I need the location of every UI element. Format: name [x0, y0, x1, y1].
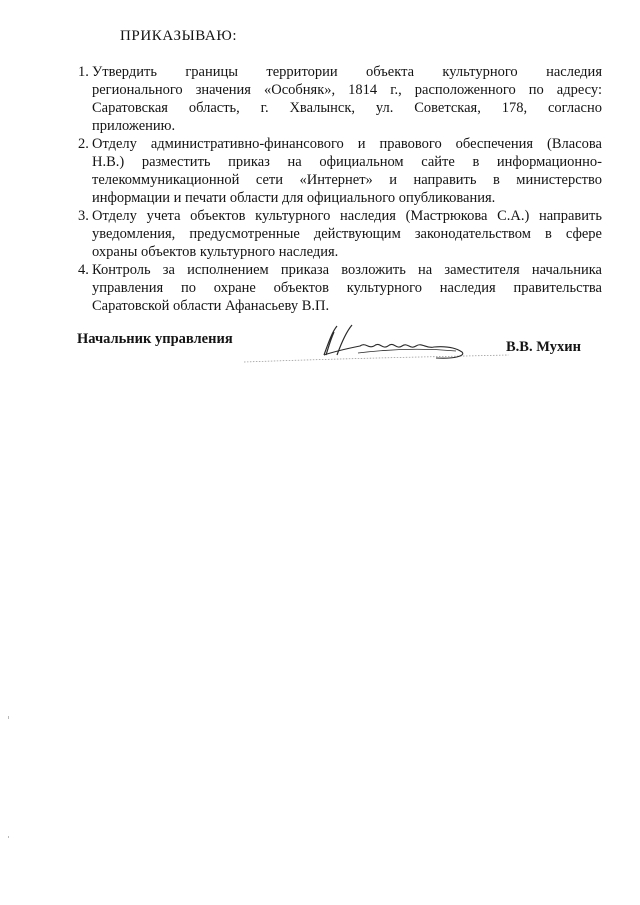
handwritten-signature — [240, 318, 510, 368]
item-line: телекоммуникационной сети «Интернет» и направить в министерство — [92, 172, 602, 188]
item-line: Утвердить границы территории объекта культурного наследия — [92, 64, 602, 80]
signatory-name: В.В. Мухин — [506, 339, 581, 355]
item-line: Н.В.) разместить приказ на официальном сайте в информационно- — [92, 154, 602, 170]
item-number: 2. — [78, 136, 89, 152]
item-line: Отделу административно-финансового и правового обеспечения (Власова — [92, 136, 602, 152]
signatory-title: Начальник управления — [77, 331, 233, 347]
item-line: уведомления, предусмотренные действующим законодательством в сфере — [92, 226, 602, 242]
item-number: 1. — [78, 64, 89, 80]
scan-speck — [8, 836, 9, 838]
order-item-2 — [78, 135, 602, 207]
item-line: Отделу учета объектов культурного наследия (Мастрюкова С.А.) направить — [92, 208, 602, 224]
item-line: информации и печати области для официального опубликования. — [92, 190, 496, 206]
order-heading: ПРИКАЗЫВАЮ: — [120, 28, 238, 44]
item-line: регионального значения «Особняк», 1814 г., расположенного по адресу: — [92, 82, 602, 98]
order-item-3 — [78, 207, 602, 261]
item-line: охраны объектов культурного наследия. — [92, 244, 339, 260]
item-line: Контроль за исполнением приказа возложить на заместителя начальника — [92, 262, 602, 278]
order-item-4 — [78, 261, 602, 315]
order-item-1 — [78, 63, 602, 135]
item-line: Саратовской области Афанасьеву В.П. — [92, 298, 330, 314]
item-number: 3. — [78, 208, 89, 224]
item-line: управления по охране объектов культурного наследия правительства — [92, 280, 602, 296]
scan-speck — [8, 716, 9, 719]
item-line: Саратовская область, г. Хвалынск, ул. Советская, 178, согласно — [92, 100, 602, 116]
item-line: приложению. — [92, 118, 176, 134]
item-number: 4. — [78, 262, 89, 278]
